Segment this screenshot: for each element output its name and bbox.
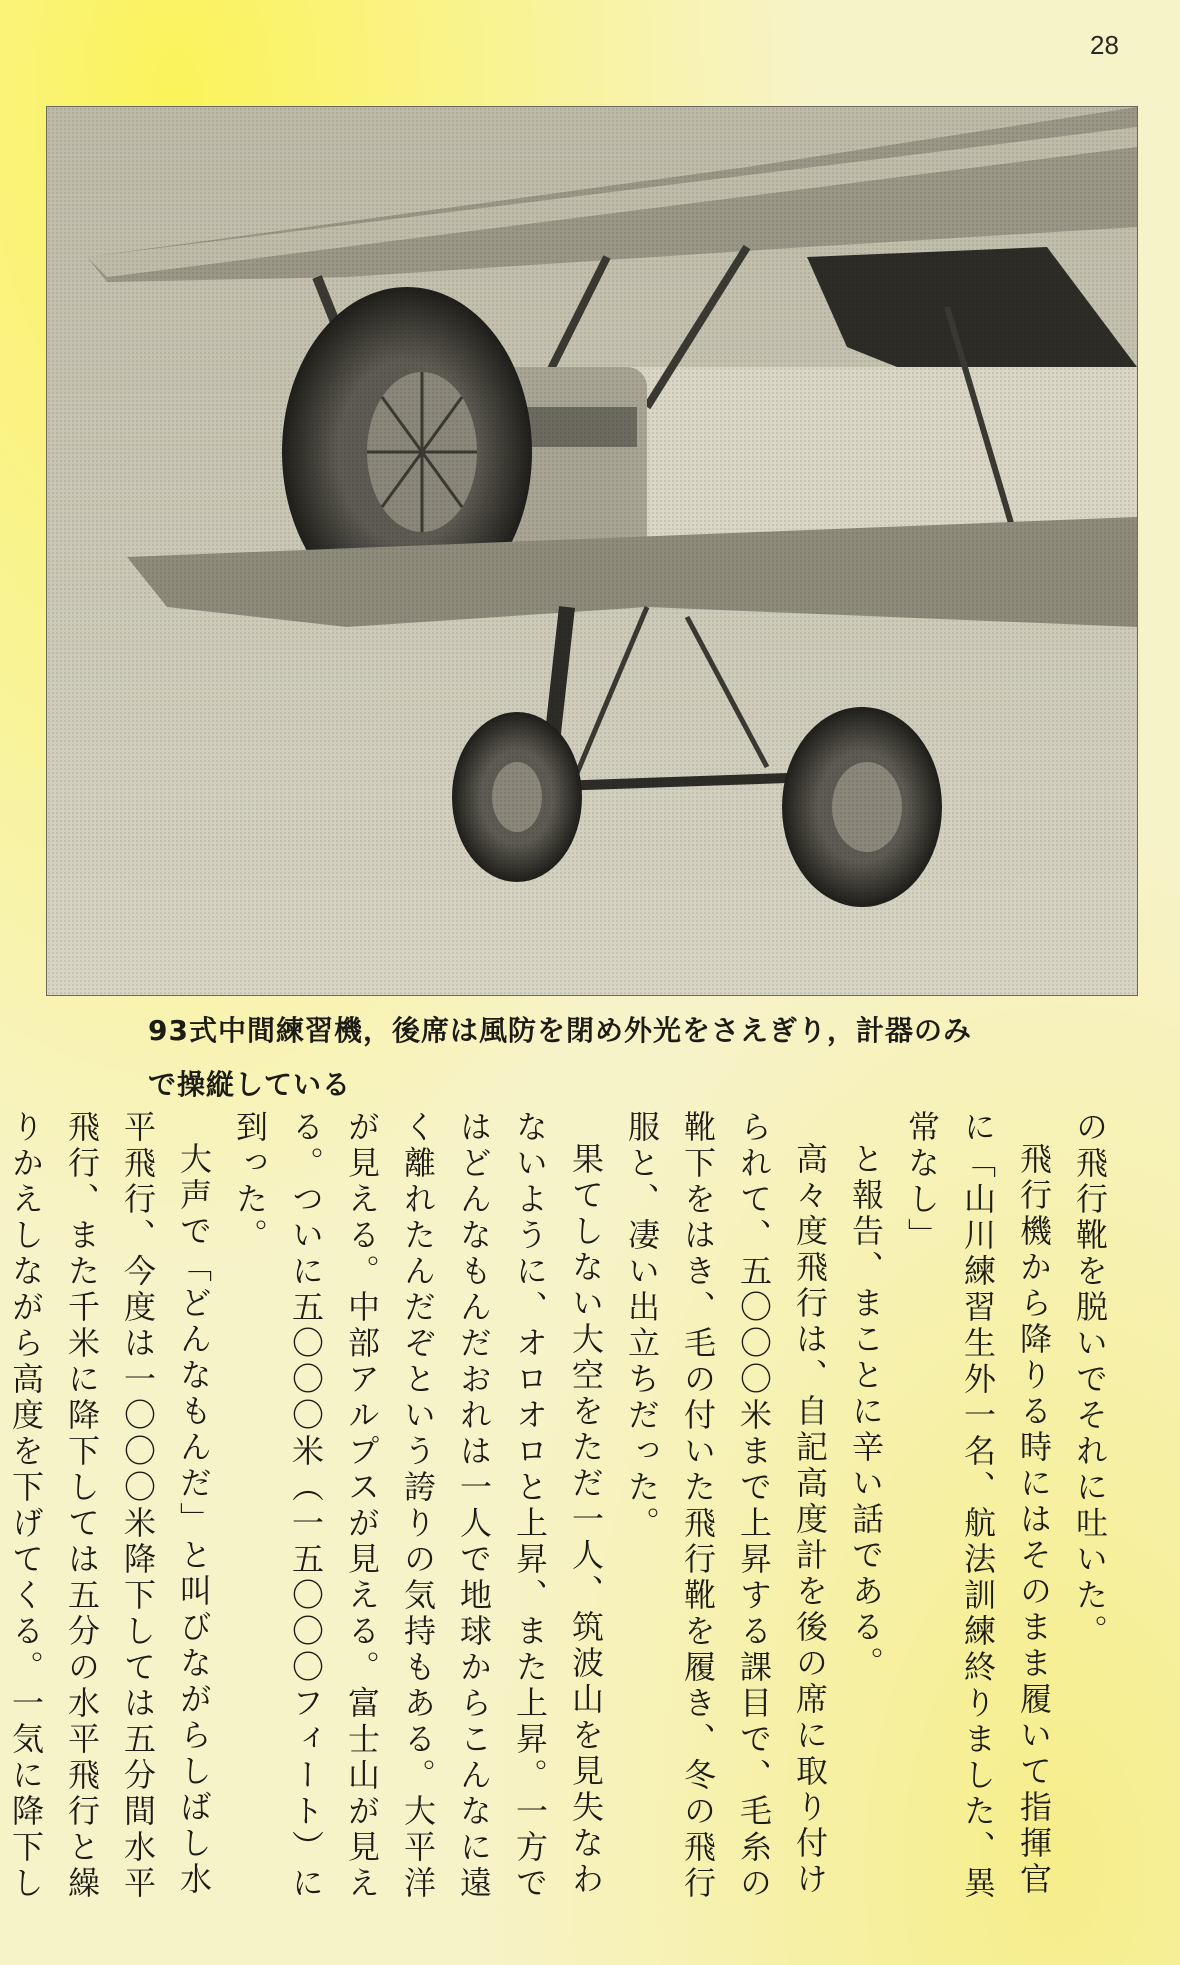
body-paragraph: と報告、まことに辛い話である。: [847, 1142, 885, 1682]
body-paragraph: 高々度飛行は、自記高度計を後の席に取り付けられて、五〇〇〇米まで上昇する課目で、毛糸の靴下をはき、毛の付いた飛行靴を履き、冬の飛行服と、凄い出立ちだった。: [623, 1110, 829, 1902]
caption-line-1: 93式中間練習機，後席は風防を閉め外光をさえぎり，計器のみ: [148, 1014, 972, 1047]
vertical-body-text: [7, 1110, 1118, 1930]
page-number: 28: [1090, 30, 1119, 60]
photo-caption: [148, 1004, 1078, 1112]
body-paragraph: 大声で「どんなもんだ」と叫びながらしばし水平飛行、今度は一〇〇〇米降下しては五分間水平飛行、また千米に降下しては五分の水平飛行と繰りかえしながら高度を下げてくる。一気に降下し: [7, 1110, 213, 1902]
body-paragraph: 果てしない大空をただ一人、筑波山を見失なわないように、オロオロと上昇、また上昇。一方ではどんなもんだおれは一人で地球からこんなに遠く離れたんだぞという誇りの気持もある。大平洋が見える。中部アルプスが見える。富士山が見える。ついに五〇〇〇米（一五〇〇〇フィート）に到った。: [231, 1110, 605, 1902]
biplane-trainer-photo: [46, 106, 1138, 996]
caption-line-2: で操縦している: [148, 1068, 352, 1101]
body-paragraph: 飛行機から降りる時にはそのまま履いて指揮官に「山川練習生外一名、航法訓練終りました、異常なし」: [903, 1110, 1053, 1902]
biplane-photo-illustration: [47, 107, 1137, 995]
body-paragraph: の飛行靴を脱いでそれに吐いた。: [1071, 1110, 1109, 1650]
